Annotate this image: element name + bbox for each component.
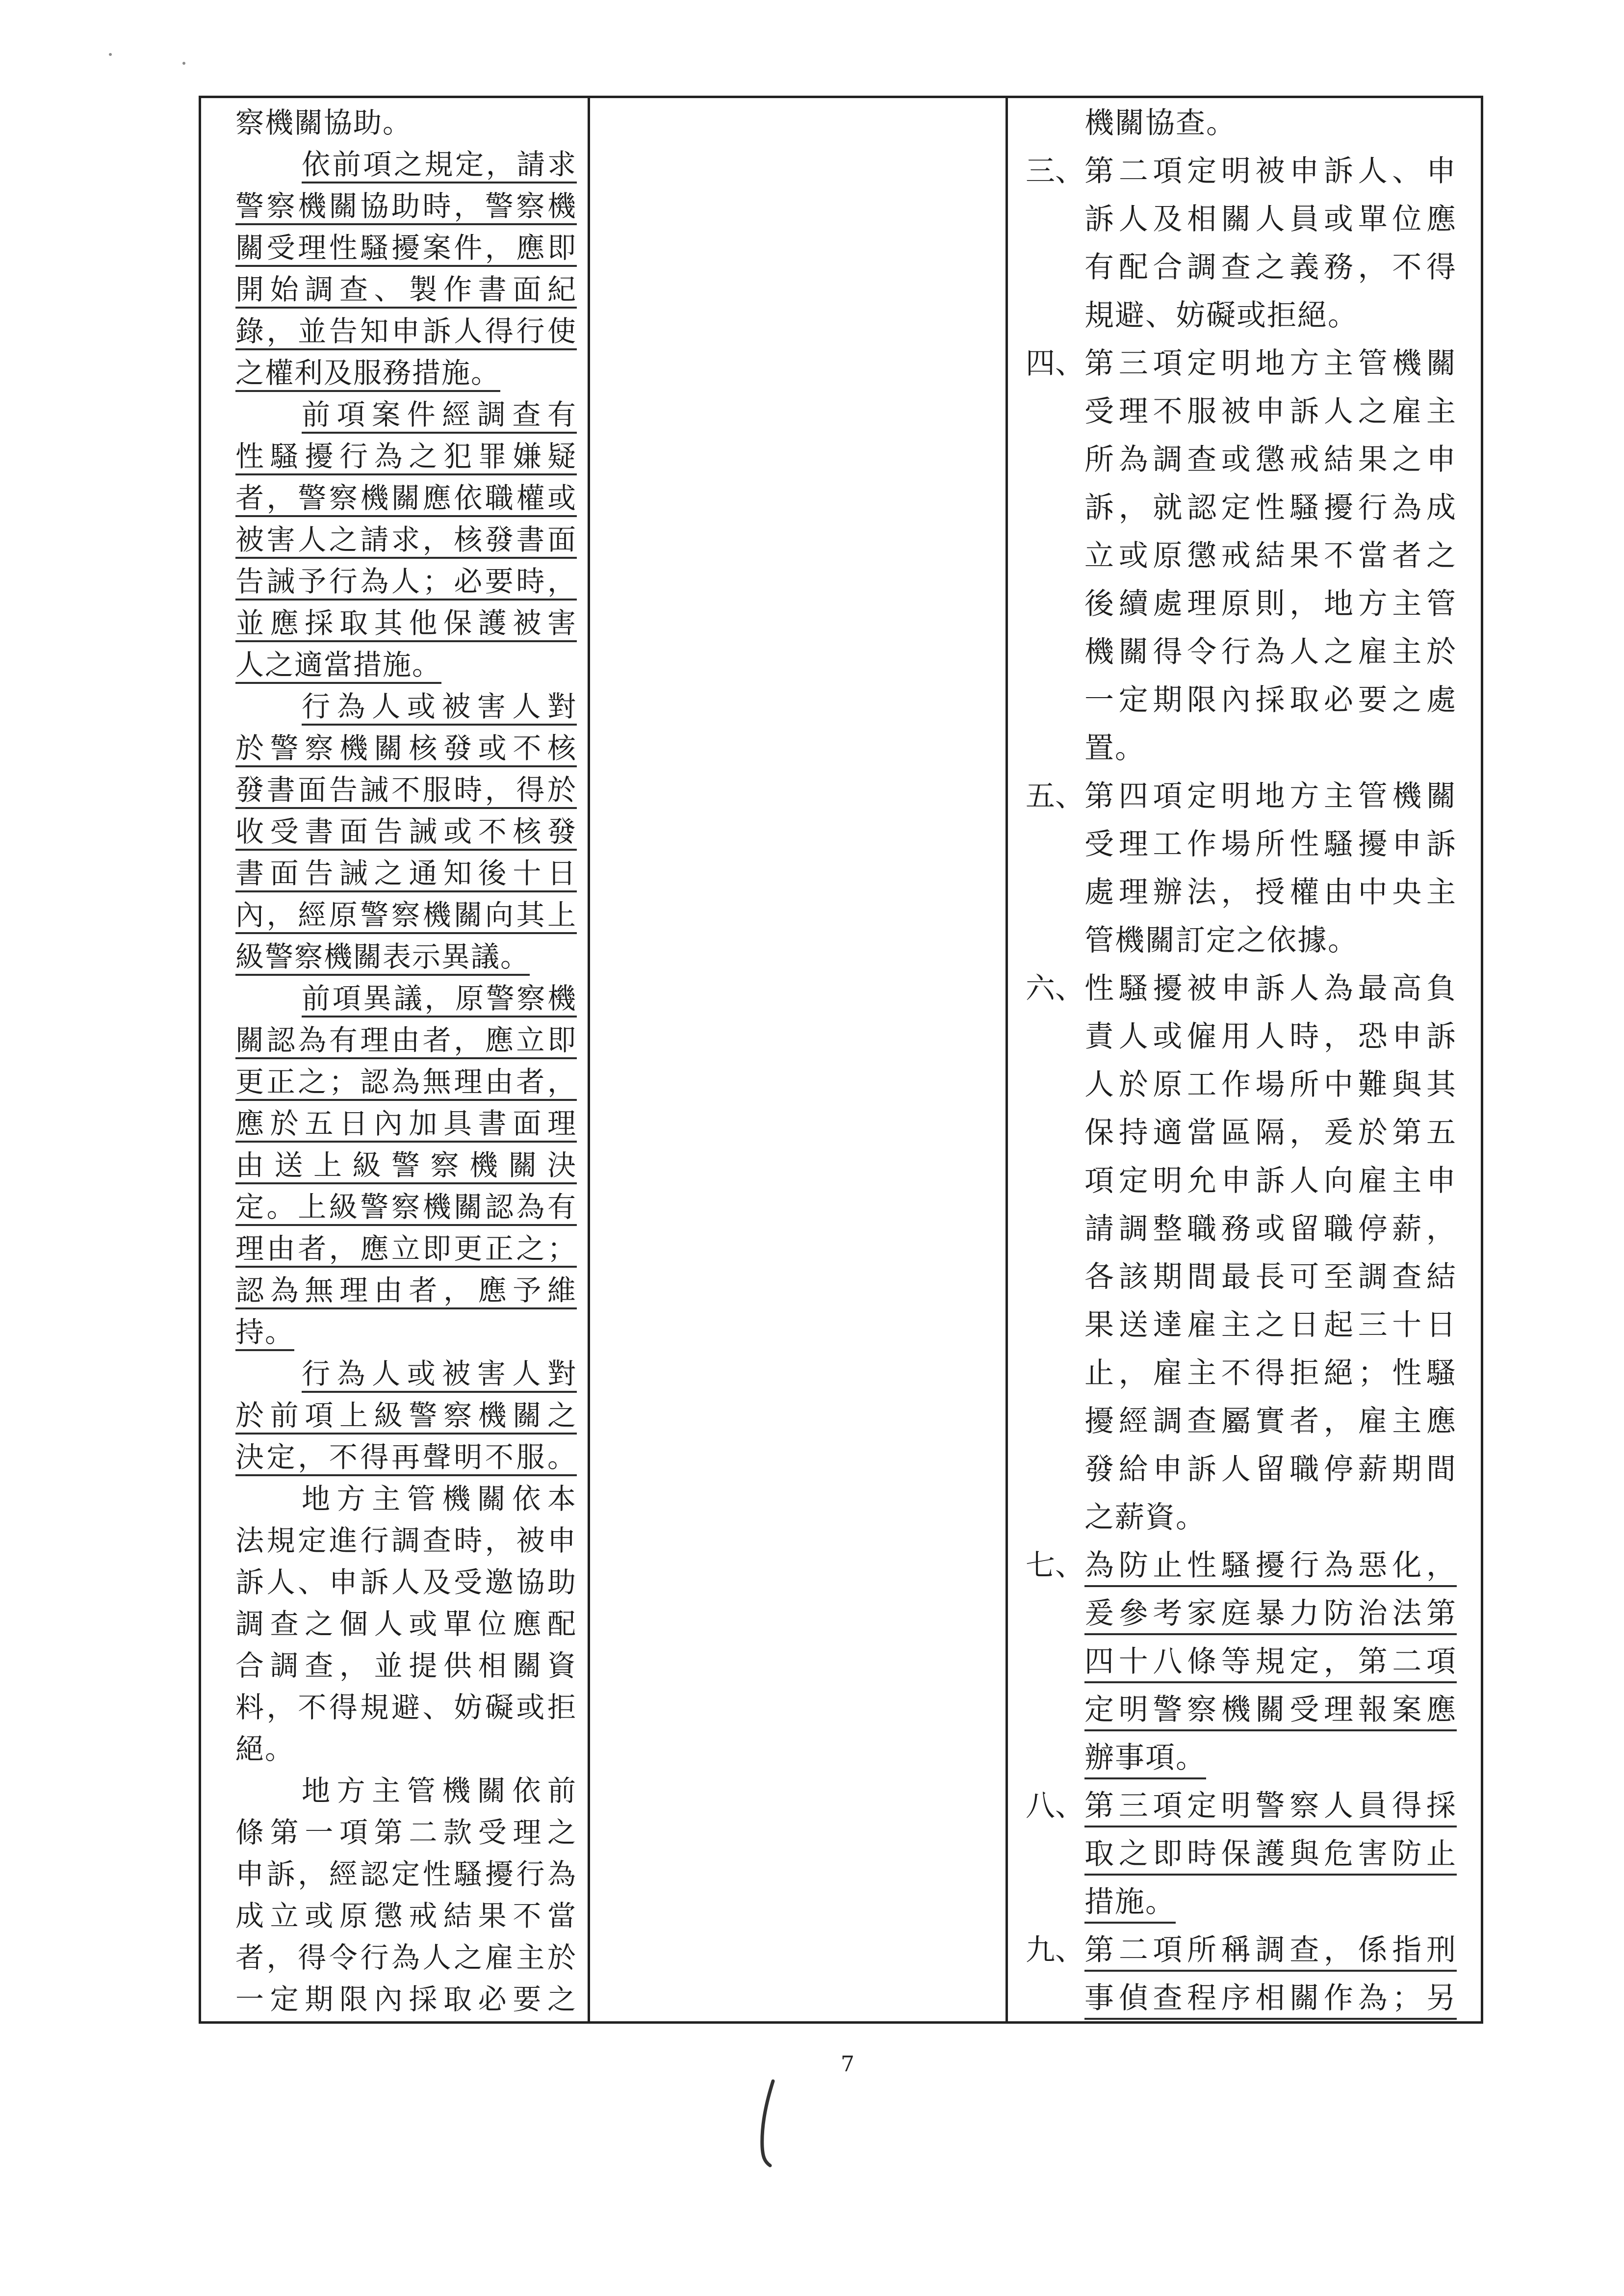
text-line: 責人或僱用人時，恐申訴 — [1084, 1019, 1457, 1054]
text-line: 理由者，應立即更正之； — [235, 1227, 577, 1268]
text-line: 機關得令行為人之雇主於 — [1084, 635, 1457, 669]
text-line: 訴人及相關人員或單位應 — [1084, 202, 1457, 236]
text-line: 決定，不得再聲明不服。 — [235, 1436, 577, 1476]
text-line: 定明警察機關受理報案應 — [1084, 1685, 1457, 1731]
text-line: 第三項定明地方主管機關 — [1084, 346, 1457, 381]
text-line: 並應採取其他保護被害 — [235, 602, 577, 642]
paragraph — [235, 393, 577, 684]
text-line: 前項異議，原警察機 — [302, 977, 577, 1018]
text-line: 一定期限內採取必要之 — [235, 1983, 577, 2016]
text-line: 第二項所稱調查，係指刑 — [1084, 1926, 1457, 1972]
text-line: 錄，並告知申訴人得行使 — [235, 310, 577, 350]
text-line: 法規定進行調查時，被申 — [235, 1524, 577, 1557]
right-column — [1026, 99, 1457, 2022]
text-line: 處理辦法，授權由中央主 — [1084, 875, 1457, 910]
explanation-item — [1026, 1926, 1457, 2020]
text-line: 訴人、申訴人及受邀協助 — [235, 1565, 577, 1599]
text-line: 之權利及服務措施。 — [235, 352, 500, 392]
text-line: 一定期限內採取必要之處 — [1084, 683, 1457, 717]
paragraph — [235, 685, 577, 976]
text-line: 絕。 — [235, 1732, 295, 1766]
text-line: 料，不得規避、妨礙或拒 — [235, 1691, 577, 1724]
item-number: 四、 — [1026, 346, 1084, 381]
text-line: 於警察機關核發或不核 — [235, 727, 577, 767]
text-line: 辦事項。 — [1084, 1733, 1206, 1779]
text-line: 後續處理原則，地方主管 — [1084, 587, 1457, 621]
explanation-item — [1026, 1541, 1457, 1779]
paragraph — [235, 1770, 577, 2018]
text-line: 請調整職務或留職停薪， — [1084, 1212, 1457, 1246]
text-line: 內，經原警察機關向其上 — [235, 894, 577, 934]
text-line: 之薪資。 — [1084, 1500, 1206, 1535]
item-number: 七、 — [1026, 1548, 1084, 1583]
paragraph — [235, 1353, 577, 1476]
text-line: 開始調查、製作書面紀 — [235, 268, 577, 309]
text-line: 爰參考家庭暴力防治法第 — [1084, 1589, 1457, 1635]
text-line: 調查之個人或單位應配 — [235, 1607, 577, 1641]
text-line: 人之適當措施。 — [235, 644, 441, 684]
text-line: 各該期間最長可至調查結 — [1084, 1260, 1457, 1294]
text-line: 告誡予行為人；必要時， — [235, 560, 577, 600]
text-line: 關受理性騷擾案件，應即 — [235, 227, 577, 267]
item-number: 三、 — [1026, 154, 1084, 188]
text-line: 被害人之請求，核發書面 — [235, 519, 577, 559]
explanation-item — [1026, 147, 1457, 337]
text-line: 行為人或被害人對 — [302, 685, 577, 726]
scan-speck — [182, 62, 185, 65]
text-line: 置。 — [1084, 731, 1145, 765]
text-line: 第二項定明被申訴人、申 — [1084, 154, 1457, 188]
text-line: 發書面告誡不服時，得於 — [235, 769, 577, 809]
text-line: 關認為有理由者，應立即 — [235, 1019, 577, 1059]
text-line: 取之即時保護與危害防止 — [1084, 1829, 1457, 1876]
text-line: 機關協查。 — [1084, 106, 1237, 140]
explanation-item — [1026, 1781, 1457, 1924]
item-number: 九、 — [1026, 1933, 1084, 1967]
text-line: 級警察機關表示異議。 — [235, 936, 530, 976]
text-line: 受理工作場所性騷擾申訴 — [1084, 827, 1457, 861]
paragraph — [235, 1478, 577, 1768]
text-line: 擾經調查屬實者，雇主應 — [1084, 1404, 1457, 1438]
text-line: 受理不服被申訴人之雇主 — [1084, 394, 1457, 429]
text-line: 保持適當區隔，爰於第五 — [1084, 1116, 1457, 1150]
text-line: 第四項定明地方主管機關 — [1084, 779, 1457, 813]
text-line: 性騷擾行為之犯罪嫌疑 — [235, 435, 577, 475]
text-line: 為防止性騷擾行為惡化， — [1084, 1541, 1457, 1587]
text-line: 性騷擾被申訴人為最高負 — [1084, 971, 1457, 1006]
handwritten-mark — [736, 2070, 795, 2178]
text-line: 止，雇主不得拒絕；性騷 — [1084, 1356, 1457, 1390]
text-line: 第三項定明警察人員得採 — [1084, 1781, 1457, 1827]
middle-column — [590, 98, 1005, 2021]
item-number: 五、 — [1026, 779, 1084, 813]
handwritten-stroke — [762, 2081, 773, 2166]
text-line: 事偵查程序相關作為；另 — [1084, 1974, 1457, 2020]
text-line: 於前項上級警察機關之 — [235, 1394, 577, 1435]
page-number: 7 — [841, 2052, 854, 2077]
text-line: 有配合調查之義務，不得 — [1084, 250, 1457, 285]
text-line: 四十八條等規定，第二項 — [1084, 1637, 1457, 1683]
text-line: 規避、妨礙或拒絕。 — [1084, 298, 1358, 333]
text-line: 措施。 — [1084, 1878, 1176, 1924]
text-line: 合調查，並提供相關資 — [235, 1649, 577, 1682]
text-line: 項定明允申訴人向雇主申 — [1084, 1164, 1457, 1198]
explanation-item — [1026, 339, 1457, 770]
text-line: 地方主管機關依本 — [302, 1482, 577, 1515]
item-number: 六、 — [1026, 971, 1084, 1006]
text-line: 警察機關協助時，警察機 — [235, 185, 577, 225]
text-line: 條第一項第二款受理之 — [235, 1816, 577, 1849]
explanation-item — [1026, 964, 1457, 1539]
text-line: 更正之；認為無理由者， — [235, 1061, 577, 1101]
text-line: 成立或原懲戒結果不當 — [235, 1899, 577, 1932]
text-line: 應於五日內加具書面理 — [235, 1102, 577, 1143]
text-line: 申訴，經認定性騷擾行為 — [235, 1857, 577, 1891]
column-divider — [1005, 96, 1008, 2024]
text-line: 人於原工作場所中難與其 — [1084, 1068, 1457, 1102]
scan-speck — [109, 53, 112, 56]
paragraph — [235, 102, 577, 142]
text-line: 所為調查或懲戒結果之申 — [1084, 443, 1457, 477]
explanation-item — [1026, 772, 1457, 962]
text-line: 前項案件經調查有 — [302, 393, 577, 434]
text-line: 收受書面告誡或不核發 — [235, 810, 577, 851]
text-line: 者，警察機關應依職權或 — [235, 477, 577, 517]
item-number: 八、 — [1026, 1789, 1084, 1823]
text-line: 果送達雇主之日起三十日 — [1084, 1308, 1457, 1342]
continued-item — [1026, 99, 1457, 145]
text-line: 地方主管機關依前 — [302, 1774, 577, 1807]
text-line: 訴，就認定性騷擾行為成 — [1084, 491, 1457, 525]
text-line: 察機關協助。 — [235, 106, 412, 139]
text-line: 持。 — [235, 1311, 294, 1351]
paragraph — [235, 977, 577, 1351]
text-line: 依前項之規定，請求 — [302, 143, 577, 183]
left-column — [235, 102, 577, 2020]
paragraph — [235, 143, 577, 392]
text-line: 發給申訴人留職停薪期間 — [1084, 1452, 1457, 1487]
text-line: 書面告誡之通知後十日 — [235, 852, 577, 892]
text-line: 行為人或被害人對 — [302, 1353, 577, 1393]
text-line: 者，得令行為人之雇主於 — [235, 1941, 577, 1974]
text-line: 立或原懲戒結果不當者之 — [1084, 539, 1457, 573]
text-line: 定。上級警察機關認為有 — [235, 1186, 577, 1226]
text-line: 管機關訂定之依據。 — [1084, 923, 1358, 958]
text-line: 由送上級警察機關決 — [235, 1144, 577, 1184]
text-line: 認為無理由者，應予維 — [235, 1269, 577, 1309]
